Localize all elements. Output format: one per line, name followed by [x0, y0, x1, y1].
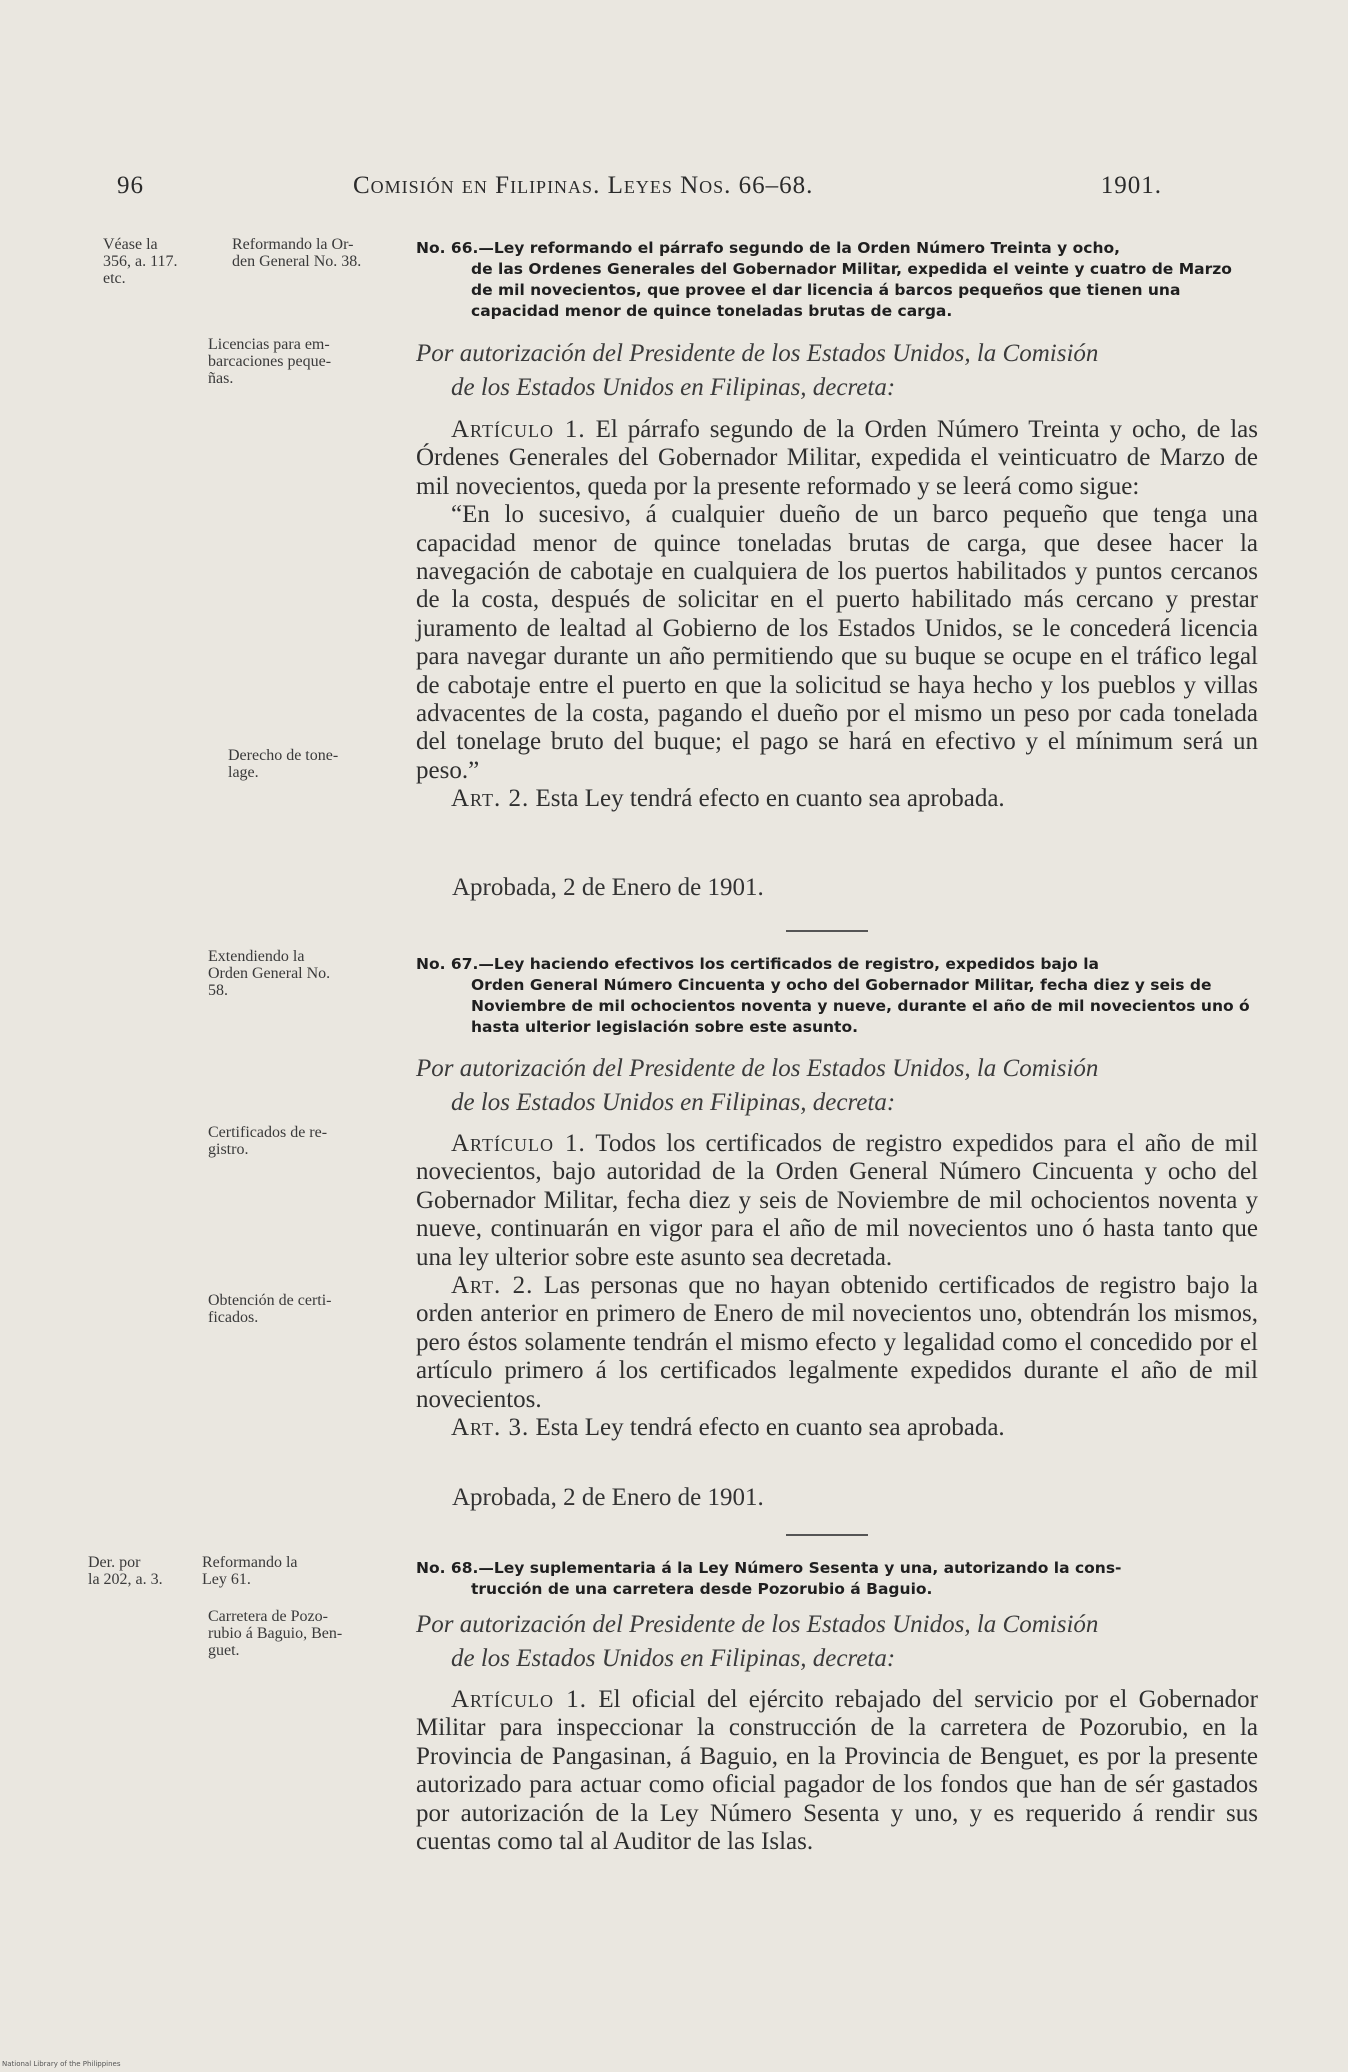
law-67-heading: [416, 954, 1258, 1038]
law-68-enacting-clause: [416, 1608, 1258, 1676]
law-66-enacting-clause: [416, 337, 1258, 405]
law-67-art3-text: Esta Ley tendrá efecto en cuanto sea aprobada.: [535, 1414, 1005, 1442]
law-67-body: [416, 1130, 1258, 1442]
law-67-art2-text: Las personas que no hayan obtenido certificados de registro bajo la orden anterior en primero de Enero de mil novecientos uno, obtendrán los mismos, pero éstos solamente tendrán el mismo efecto y legalidad como el concedido por el artículo primero á los certificados legalmente expedidos durante el año de mil novecientos.: [416, 1272, 1258, 1413]
law-66-body: [416, 416, 1258, 814]
law-67-article-3: [416, 1414, 1258, 1442]
scan-footer: National Library of the Philippines: [2, 2060, 121, 2068]
margin-note-reformando-ley: Reformando la Ley 61.: [202, 1554, 298, 1588]
section-divider: [786, 1534, 868, 1536]
law-66-art1-text: El párrafo segundo de la Orden Número Treinta y ocho, de las Órdenes Generales del Gobernador Militar, expedida el veinticuatro de Marzo de mil novecientos, queda por la presente reformado y se leerá como sigue:: [416, 416, 1258, 500]
margin-note-certificados: Certificados de re- gistro.: [208, 1124, 328, 1158]
law-67-auth-line2: de los Estados Unidos en Filipinas, decreta:: [451, 1089, 896, 1116]
law-66-art1-label: Artículo 1.: [451, 416, 586, 443]
law-68-heading-first: No. 68.—Ley suplementaria á la Ley Número Sesenta y una, autorizando la cons-: [416, 1559, 1122, 1577]
running-header: [117, 172, 1162, 212]
law-67-enacting-clause: [416, 1052, 1258, 1120]
margin-note-der-por: Der. por la 202, a. 3.: [88, 1554, 163, 1588]
law-68-heading: [416, 1558, 1258, 1600]
law-66-quote: “En lo sucesivo, á cualquier dueño de un barco pequeño que tenga una capacidad menor de quince toneladas brutas de carga, que desee hacer la navegación de cabotaje en cualquiera de los puertos habilitados y puntos cercanos de la costa, después de solicitar en el puerto habilitado más cercano y prestar juramento de lealtad al Gobierno de los Estados Unidos, se le concederá licencia para navegar durante un año permitiendo que su buque se ocupe en el tráfico legal de cabotaje entre el puerto en que la solicitud se haya hecho y los pueblos y villas advacentes de la costa, pagando el dueño por el mismo un peso por cada tonelada del tonelage bruto del buque; el pago se hará en efectivo y el mínimum será un peso.”: [416, 501, 1258, 784]
margin-note-derecho: Derecho de tone- lage.: [228, 747, 339, 781]
page-number: 96: [117, 172, 144, 199]
header-title: Comisión en Filipinas. Leyes Nos. 66–68.: [353, 172, 814, 199]
law-67-art1-text: Todos los certificados de registro expedidos para el año de mil novecientos, bajo autoridad de la Orden General Número Cincuenta y ocho del Gobernador Militar, fecha diez y seis de Noviembre de mil ochocientos noventa y nueve, continuarán en vigor para el año de mil novecientos uno ó hasta tanto que una ley ulterior sobre este asunto sea decretada.: [416, 1130, 1258, 1271]
law-68-art1-label: Artículo 1.: [451, 1686, 588, 1713]
law-67-approved: Aprobada, 2 de Enero de 1901.: [452, 1484, 764, 1511]
law-67-article-1: [416, 1130, 1258, 1272]
law-67-art1-label: Artículo 1.: [451, 1130, 586, 1157]
law-67-art3-label: Art. 3.: [451, 1414, 530, 1442]
margin-note-obtencion: Obtención de certi- ficados.: [208, 1292, 332, 1326]
law-67-auth-line1: Por autorización del Presidente de los Estados Unidos, la Comisión: [416, 1055, 1099, 1082]
law-66-approved: Aprobada, 2 de Enero de 1901.: [452, 874, 764, 901]
law-66-auth-line1: Por autorización del Presidente de los Estados Unidos, la Comisión: [416, 340, 1099, 367]
margin-note-extendiendo: Extendiendo la Orden General No. 58.: [208, 948, 331, 999]
law-66-heading-rest: de las Ordenes Generales del Gobernador Militar, expedida el veinte y cuatro de Marzo de mil novecientos, que provee el dar licencia á barcos pequeños que tienen una capacidad menor de quince toneladas brutas de carga.: [471, 260, 1232, 320]
margin-note-licencias: Licencias para em- barcaciones peque- ñas.: [208, 336, 332, 387]
law-68-art1-text: El oficial del ejército rebajado del servicio por el Gobernador Militar para inspeccionar la construcción de la carretera de Pozorubio, en la Provincia de Pangasinan, á Baguio, en la Provincia de Benguet, es por la presente autorizado para actuar como oficial pagador de los fondos que han de sér gastados por autorización de la Ley Número Sesenta y uno, y es requerido á rendir sus cuentas como tal al Auditor de las Islas.: [416, 1686, 1259, 1856]
law-66-auth-line2: de los Estados Unidos en Filipinas, decreta:: [451, 374, 896, 401]
section-divider: [786, 930, 868, 932]
law-68-body: [416, 1686, 1258, 1856]
law-66-heading: [416, 238, 1258, 322]
law-66-art2-text: Esta Ley tendrá efecto en cuanto sea aprobada.: [535, 785, 1005, 813]
law-67-art2-label: Art. 2.: [451, 1272, 534, 1300]
margin-note-carretera: Carretera de Pozo- rubio á Baguio, Ben- guet.: [208, 1608, 343, 1659]
law-67-heading-rest: Orden General Número Cincuenta y ocho del Gobernador Militar, fecha diez y seis de Noviembre de mil ochocientos noventa y nueve, durante el año de mil novecientos uno ó hasta ulterior legislación sobre este asunto.: [471, 976, 1250, 1036]
law-66-art2-label: Art. 2.: [451, 785, 530, 813]
header-year: 1901.: [1100, 172, 1162, 199]
law-67-heading-first: No. 67.—Ley haciendo efectivos los certificados de registro, expedidos bajo la: [416, 955, 1099, 973]
law-68-auth-line2: de los Estados Unidos en Filipinas, decreta:: [451, 1645, 896, 1672]
law-67-article-2: [416, 1272, 1258, 1414]
margin-note-see-ref: Véase la 356, a. 117. etc.: [103, 236, 178, 287]
law-68-heading-rest: trucción de una carretera desde Pozorubio á Baguio.: [471, 1580, 933, 1598]
law-66-article-2: [416, 785, 1258, 813]
law-68-auth-line1: Por autorización del Presidente de los Estados Unidos, la Comisión: [416, 1611, 1099, 1638]
law-68-article-1: [416, 1686, 1258, 1856]
margin-note-reforming: Reformando la Or- den General No. 38.: [232, 236, 362, 270]
law-66-article-1: [416, 416, 1258, 501]
law-66-heading-first: No. 66.—Ley reformando el párrafo segundo de la Orden Número Treinta y ocho,: [416, 239, 1121, 257]
